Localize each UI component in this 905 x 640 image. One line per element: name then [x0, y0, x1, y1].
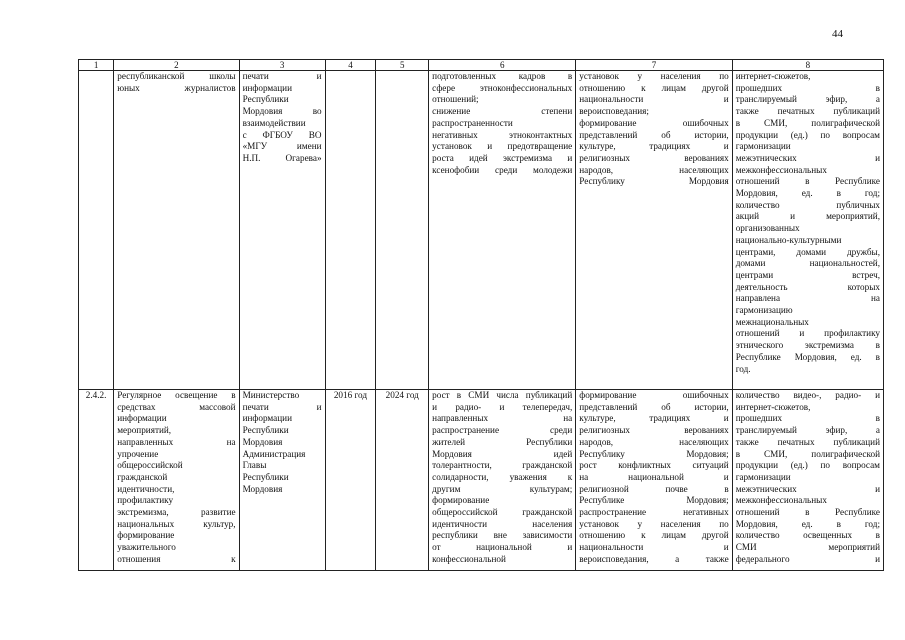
column-number: 8 — [732, 60, 883, 71]
cell-line: отношений и профилактику — [735, 328, 880, 339]
cell-line: народов, населяющих — [579, 164, 729, 175]
cell-line: идентичности населения — [432, 518, 573, 529]
cell-line: информации — [242, 413, 292, 424]
cell-line: установок у населения по — [579, 518, 729, 529]
cell-line: национальных культур, — [117, 518, 236, 529]
cell-line: взаимодействии — [242, 117, 306, 128]
cell-line: Мордовия, ед. в год; — [735, 188, 880, 199]
cell-line: вероисповедания, а также — [579, 553, 729, 564]
cell-line: гармонизацию — [735, 305, 793, 316]
cell-start-year — [325, 71, 376, 390]
cell-line: 2024 год — [385, 390, 419, 400]
cell-line: мероприятий, — [117, 425, 172, 436]
cell-line: печати и — [242, 401, 322, 412]
cell-indicators — [732, 390, 883, 571]
cell-line: информации — [117, 413, 167, 424]
cell-executor — [239, 71, 325, 390]
cell-line: интернет-сюжетов, — [735, 401, 811, 412]
cell-line: печати и — [242, 71, 322, 81]
cell-line: 2.4.2. — [85, 390, 107, 400]
cell-expected-result — [429, 71, 576, 390]
cell-line: межконфессиональных — [735, 495, 827, 506]
table-row — [79, 390, 884, 571]
page-number: 44 — [832, 28, 843, 40]
column-number: 6 — [429, 60, 576, 71]
cell-line: культуре, традициях и — [579, 141, 729, 152]
cell-line: религиозной почве в — [579, 483, 729, 494]
cell-line: отношению к лицам другой — [579, 82, 729, 93]
cell-line: деятельность которых — [735, 281, 880, 292]
cell-line: отношений в Республике — [735, 507, 880, 518]
cell-line: культуре, традициях и — [579, 413, 729, 424]
cell-line: упрочение — [117, 448, 159, 459]
column-number: 3 — [239, 60, 325, 71]
cell-line: распространенности — [432, 117, 513, 128]
cell-line: межнациональных — [735, 316, 809, 327]
cell-line: конфессиональной — [432, 553, 506, 564]
cell-line: республики вне зависимости — [432, 530, 573, 541]
cell-number — [79, 71, 114, 390]
cell-line: Республику Мордовия; — [579, 448, 729, 459]
program-table — [78, 59, 884, 571]
cell-line: Мордовия — [242, 483, 283, 494]
cell-line: от национальной и — [432, 542, 573, 553]
cell-line: жителей Республики — [432, 436, 573, 447]
cell-line: роста идей экстремизма и — [432, 152, 573, 163]
cell-line: Республики — [242, 425, 289, 436]
cell-line: негативных этноконтактных — [432, 129, 573, 140]
cell-executor — [239, 390, 325, 571]
cell-line: Мордовия во — [242, 106, 322, 117]
cell-line: центрами, домами дружбы, — [735, 246, 880, 257]
cell-line: гармонизации — [735, 471, 791, 482]
cell-line: установок у населения по — [579, 71, 729, 81]
cell-line: подготовленных кадров в — [432, 71, 573, 81]
cell-line: республиканской школы — [117, 71, 236, 81]
cell-line: Республике Мордовия; — [579, 495, 729, 506]
cell-line: на национальной и — [579, 471, 729, 482]
cell-line: формирование ошибочных — [579, 117, 729, 128]
cell-line: межэтнических и — [735, 152, 880, 163]
cell-number — [79, 390, 114, 571]
cell-activity — [114, 390, 239, 571]
cell-line: отношений; — [432, 94, 479, 105]
cell-start-year — [325, 390, 376, 571]
cell-line: гражданской — [117, 471, 168, 482]
cell-line: религиозных верованиях — [579, 425, 729, 436]
column-number: 4 — [325, 60, 376, 71]
cell-line: Республику Мордовия — [579, 176, 729, 187]
cell-line: установок и предотвращение — [432, 141, 573, 152]
cell-line: представлений об истории, — [579, 129, 729, 140]
cell-line: акций и мероприятий, — [735, 211, 880, 222]
cell-line: направленных на — [117, 436, 236, 447]
cell-line: межэтнических и — [735, 483, 880, 494]
cell-line: общероссийской — [117, 460, 183, 471]
cell-line: год. — [735, 363, 751, 374]
cell-line: общероссийской гражданской — [432, 507, 573, 518]
cell-line: количество освещенных в — [735, 530, 880, 541]
cell-line: Мордовия идей — [432, 448, 573, 459]
column-number-row — [79, 60, 884, 71]
cell-line: отношению к лицам другой — [579, 530, 729, 541]
cell-line: также печатных публикаций — [735, 436, 880, 447]
cell-line: количество видео-, радио- и — [735, 390, 880, 400]
cell-line: «МГУ имени — [242, 141, 322, 152]
cell-line: центрами встреч, — [735, 269, 880, 280]
column-number: 5 — [376, 60, 429, 71]
cell-line: прошедших в — [735, 413, 880, 424]
cell-line: информации — [242, 82, 292, 93]
cell-line: толерантности, гражданской — [432, 460, 573, 471]
cell-line: распространение среди — [432, 425, 573, 436]
cell-line: Мордовия — [242, 436, 283, 447]
cell-line: национальности и — [579, 94, 729, 105]
cell-end-year — [376, 71, 429, 390]
cell-line: уважительного — [117, 542, 176, 553]
cell-line: Главы — [242, 460, 267, 471]
cell-line: Республики — [242, 94, 289, 105]
cell-line: отношений в Республике — [735, 176, 880, 187]
cell-line: Мордовия, ед. в год; — [735, 518, 880, 529]
cell-line: гармонизации — [735, 141, 791, 152]
cell-line: солидарности, уважения к — [432, 471, 573, 482]
cell-line: направлена на — [735, 293, 880, 304]
cell-line: формирование ошибочных — [579, 390, 729, 400]
cell-line: федерального и — [735, 553, 880, 564]
cell-line: интернет-сюжетов, — [735, 71, 811, 81]
cell-line: направленных на — [432, 413, 573, 424]
cell-line: организованных — [735, 223, 800, 234]
cell-line: профилактику — [117, 495, 174, 506]
cell-line: в СМИ, полиграфической — [735, 117, 880, 128]
cell-end-year — [376, 390, 429, 571]
cell-line: СМИ мероприятий — [735, 542, 880, 553]
cell-line: экстремизма, развитие — [117, 507, 236, 518]
cell-line: ксенофобии среди молодежи — [432, 164, 573, 175]
cell-line: рост конфликтных ситуаций — [579, 460, 729, 471]
cell-line: и радио- и телепередач, — [432, 401, 573, 412]
cell-line: продукции (ед.) по вопросам — [735, 460, 880, 471]
cell-line: в СМИ, полиграфической — [735, 448, 880, 459]
cell-line: Администрация — [242, 448, 306, 459]
cell-line: отношения к — [117, 553, 236, 564]
cell-line: вероисповедания; — [579, 106, 649, 117]
cell-line: также печатных публикаций — [735, 106, 880, 117]
cell-line: религиозных верованиях — [579, 152, 729, 163]
cell-line: национально-культурными — [735, 234, 842, 245]
cell-line: Республики — [242, 471, 289, 482]
cell-line: формирование — [117, 530, 175, 541]
cell-line: средствах массовой — [117, 401, 236, 412]
cell-line: Министерство — [242, 390, 300, 400]
cell-consequences — [576, 390, 732, 571]
cell-line: транслируемый эфир, а — [735, 425, 880, 436]
cell-line: идентичности, — [117, 483, 175, 494]
column-number: 7 — [576, 60, 732, 71]
cell-line: представлений об истории, — [579, 401, 729, 412]
cell-line: прошедших в — [735, 82, 880, 93]
cell-indicators — [732, 71, 883, 390]
cell-line: формирование — [432, 495, 490, 506]
cell-line: межконфессиональных — [735, 164, 827, 175]
cell-line: количество публичных — [735, 199, 880, 210]
cell-line: национальности и — [579, 542, 729, 553]
cell-activity — [114, 71, 239, 390]
cell-expected-result — [429, 390, 576, 571]
column-number: 1 — [79, 60, 114, 71]
cell-line: народов, населяющих — [579, 436, 729, 447]
cell-line: другим культурам; — [432, 483, 573, 494]
cell-line: распространение негативных — [579, 507, 729, 518]
cell-line: продукции (ед.) по вопросам — [735, 129, 880, 140]
cell-line: 2016 год — [333, 390, 368, 400]
column-number: 2 — [114, 60, 239, 71]
cell-line: юных журналистов — [117, 82, 236, 93]
table-row — [79, 71, 884, 390]
cell-line: этнического экстремизма в — [735, 340, 880, 351]
cell-line: снижение степени — [432, 106, 573, 117]
cell-line: сфере этноконфессиональных — [432, 82, 573, 93]
cell-consequences — [576, 71, 732, 390]
cell-line: Н.П. Огарева» — [242, 152, 322, 163]
cell-line: рост в СМИ числа публикаций — [432, 390, 573, 400]
cell-line: Республике Мордовия, ед. в — [735, 351, 880, 362]
cell-line: Регулярное освещение в — [117, 390, 236, 400]
cell-line: транслируемый эфир, а — [735, 94, 880, 105]
cell-line: домами национальностей, — [735, 258, 880, 269]
cell-line: с ФГБОУ ВО — [242, 129, 322, 140]
